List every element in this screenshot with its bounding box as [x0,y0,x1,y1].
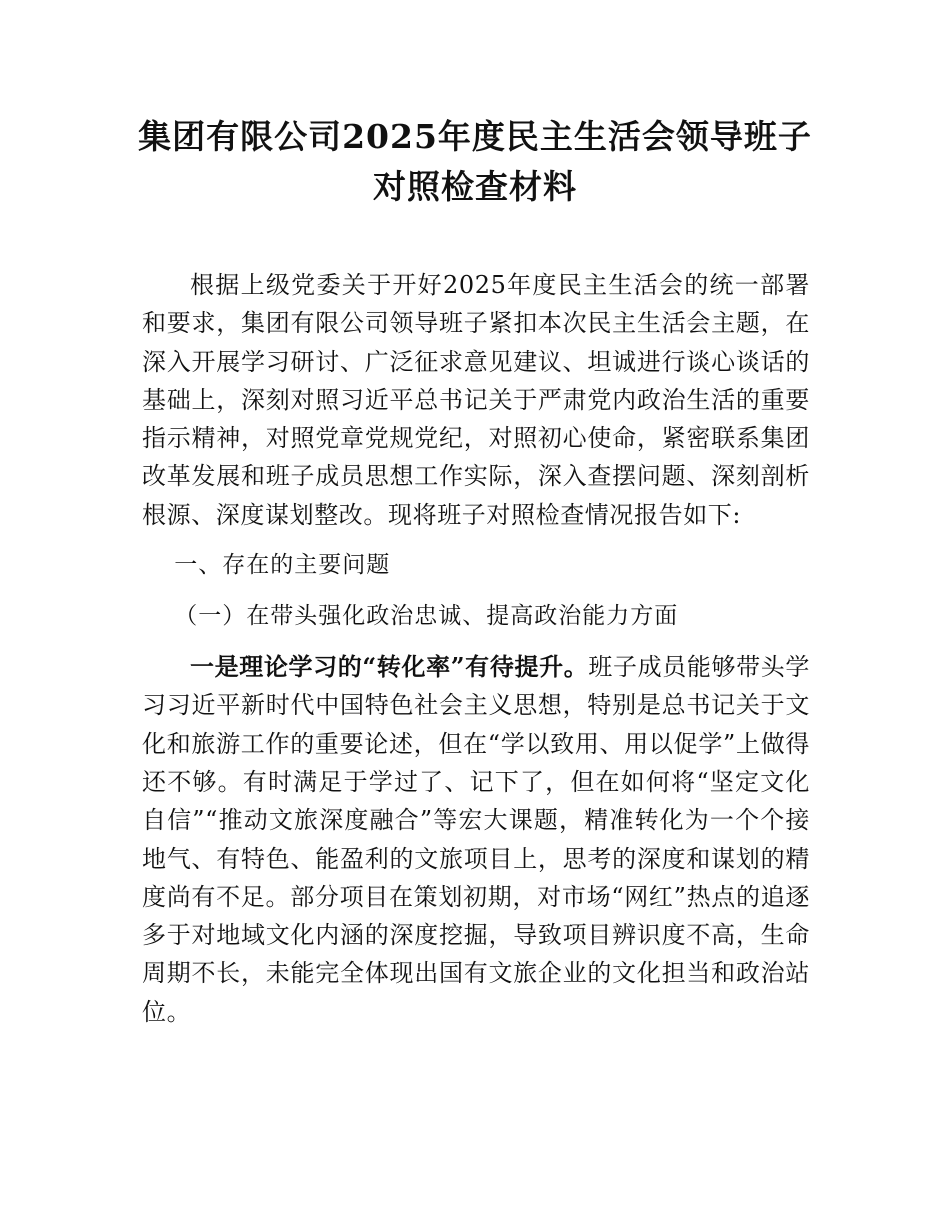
document-title [100,112,850,212]
point-paragraph-1 [142,648,810,1031]
point-1-body: 班子成员能够带头学习习近平新时代中国特色社会主义思想，特别是总书记关于文化和旅游工作的重要论述，但在“学以致用、用以促学”上做得还不够。有时满足于学过了、记下了，但在如何将“坚定文化自信”“推动文旅深度融合”等宏大课题，精准转化为一个个接地气、有特色、能盈利的文旅项目上，思考的深度和谋划的精度尚有不足。部分项目在策划初期，对市场“网红”热点的追逐多于对地域文化内涵的深度挖掘，导致项目辨识度不高，生命周期不长，未能完全体现出国有文旅企业的文化担当和政治站位。 [142,653,810,1026]
subsection-heading-1: （一）在带头强化政治忠诚、提高政治能力方面 [174,603,679,630]
title-line-2: 对照检查材料 [373,167,577,206]
point-1-lead: 一是理论学习的“转化率”有待提升。 [190,652,589,682]
document-body [142,266,810,1031]
section-heading-1: 一、存在的主要问题 [174,552,391,579]
intro-paragraph: 根据上级党委关于开好2025年度民主生活会的统一部署和要求，集团有限公司领导班子紧扣本次民主生活会主题，在深入开展学习研讨、广泛征求意见建议、坦诚进行谈心谈话的基础上，深刻对照习近平总书记关于严肃党内政治生活的重要指示精神，对照党章党规党纪，对照初心使命，紧密联系集团改革发展和班子成员思想工作实际，深入查摆问题、深刻剖析根源、深度谋划整改。现将班子对照检查情况报告如下: [142,271,810,529]
title-line-1: 集团有限公司2025年度民主生活会领导班子 [138,117,812,156]
